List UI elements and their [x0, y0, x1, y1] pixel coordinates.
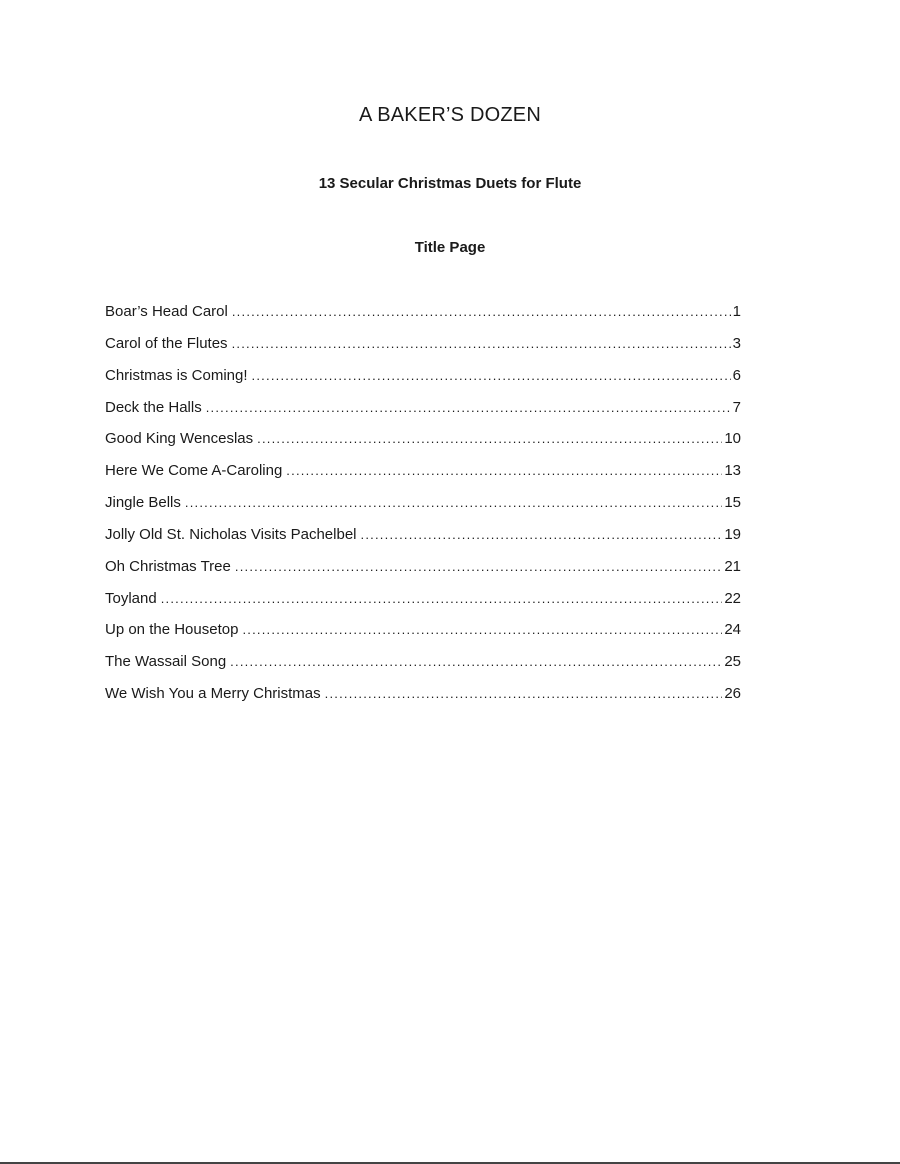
toc-entry-page: 1	[732, 303, 741, 320]
dot-leader	[232, 300, 731, 324]
toc-entry-christmas-is-coming[interactable]	[105, 364, 741, 396]
dot-leader	[286, 459, 722, 483]
toc-entry-carol-of-the-flutes[interactable]	[105, 332, 741, 364]
dot-leader	[361, 523, 723, 547]
toc-entry-page: 21	[724, 557, 741, 575]
toc-entry-jolly-old-st-nicholas[interactable]	[105, 523, 741, 555]
toc-entry-title: Christmas is Coming!	[105, 366, 248, 384]
toc-entry-page: 6	[732, 366, 741, 384]
toc-entry-the-wassail-song[interactable]	[105, 650, 741, 682]
toc-entry-we-wish-you-a-merry-christmas[interactable]	[105, 682, 741, 714]
dot-leader	[252, 364, 731, 388]
toc-entry-page: 15	[724, 494, 741, 512]
toc-entry-page: 7	[732, 398, 741, 416]
toc-entry-page: 26	[724, 685, 741, 703]
dot-leader	[257, 427, 722, 451]
toc-entry-title: Deck the Halls	[105, 398, 202, 416]
document-subtitle: 13 Secular Christmas Duets for Flute	[318, 175, 582, 192]
toc-entry-title: Here We Come A-Caroling	[105, 462, 283, 480]
toc-entry-boars-head-carol[interactable]	[105, 300, 741, 332]
toc-entry-title: Up on the Housetop	[105, 621, 239, 639]
dot-leader	[206, 396, 731, 420]
toc-entry-title: Toyland	[105, 589, 157, 607]
toc-entry-title: Boar’s Head Carol	[105, 303, 228, 320]
toc-entry-here-we-come-a-caroling[interactable]	[105, 459, 741, 491]
toc-entry-title: Jolly Old St. Nicholas Visits Pachelbel	[105, 525, 357, 543]
dot-leader	[185, 491, 722, 515]
toc-entry-good-king-wenceslas[interactable]	[105, 427, 741, 459]
dot-leader	[235, 555, 722, 579]
section-heading: Title Page	[414, 239, 486, 256]
toc-entry-title: Oh Christmas Tree	[105, 557, 231, 575]
dot-leader	[230, 650, 722, 674]
toc-entry-title: Jingle Bells	[105, 494, 181, 512]
toc-entry-title: We Wish You a Merry Christmas	[105, 685, 321, 703]
table-of-contents	[105, 300, 741, 714]
toc-entry-oh-christmas-tree[interactable]	[105, 555, 741, 587]
document-title: A BAKER’S DOZEN	[359, 104, 541, 126]
toc-entry-jingle-bells[interactable]	[105, 491, 741, 523]
toc-entry-deck-the-halls[interactable]	[105, 396, 741, 428]
toc-entry-title: Carol of the Flutes	[105, 334, 228, 352]
toc-entry-toyland[interactable]	[105, 587, 741, 619]
toc-entry-title: The Wassail Song	[105, 653, 227, 671]
toc-entry-page: 13	[724, 462, 741, 480]
toc-entry-page: 19	[724, 525, 741, 543]
toc-entry-page: 3	[732, 334, 741, 352]
dot-leader	[161, 587, 723, 611]
dot-leader	[242, 618, 722, 642]
toc-entry-page: 22	[724, 589, 741, 607]
dot-leader	[232, 332, 731, 356]
toc-entry-page: 25	[724, 653, 741, 671]
toc-entry-page: 10	[724, 430, 741, 448]
dot-leader	[325, 682, 723, 706]
toc-entry-up-on-the-housetop[interactable]	[105, 618, 741, 650]
toc-entry-page: 24	[724, 621, 741, 639]
toc-entry-title: Good King Wenceslas	[105, 430, 254, 448]
